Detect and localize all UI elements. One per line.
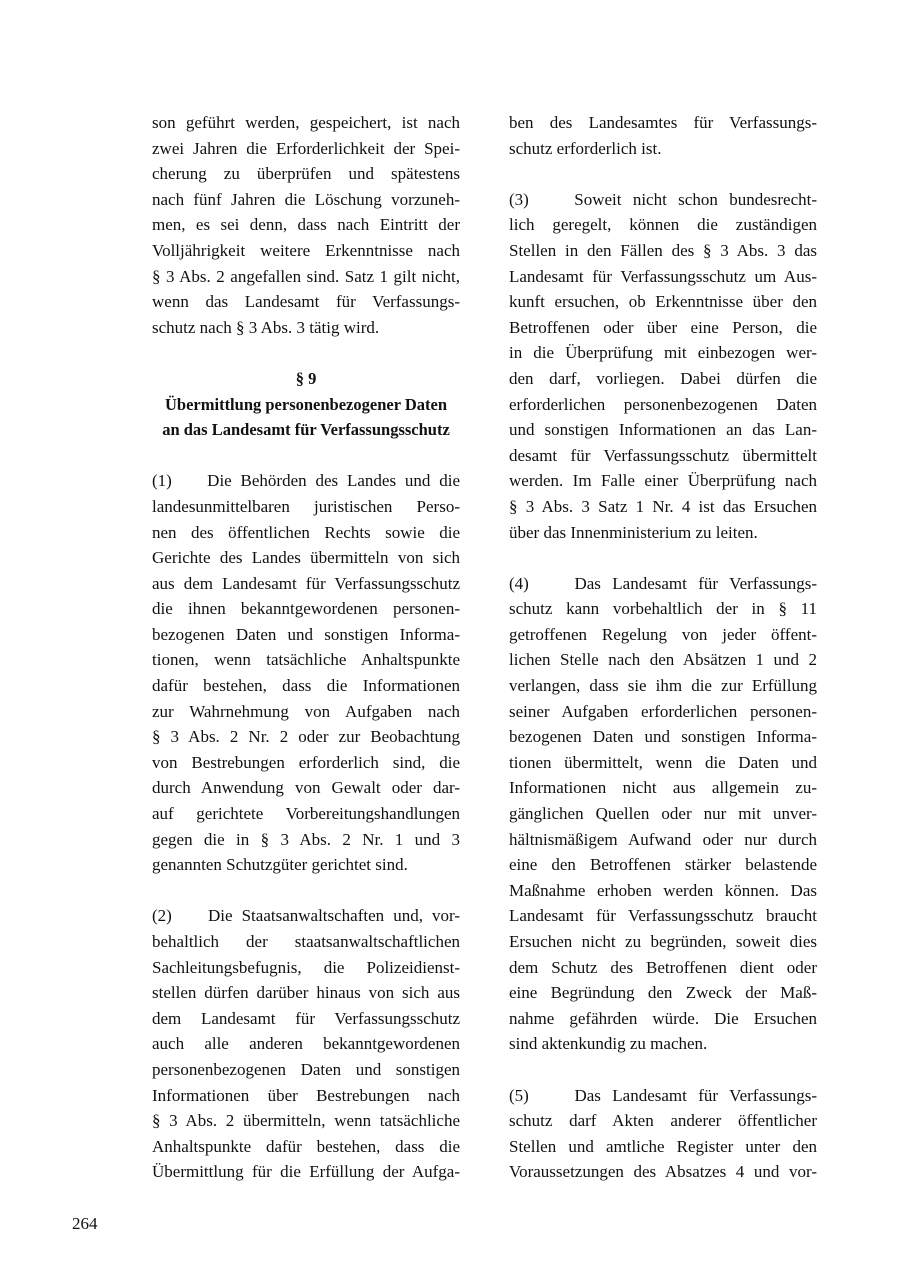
text-line: Ersuchen nicht zu begründen, soweit dies — [509, 932, 817, 951]
text-line: nahme gefährden würde. Die Ersuchen — [509, 1008, 817, 1028]
text-line: Maßnahme erhoben werden können. Das — [509, 880, 817, 900]
text-line: (1) Die Behörden des Landes und die — [152, 471, 460, 491]
text-line: eine Begründung den Zweck der Maß- — [509, 983, 817, 1003]
text-line: verlangen, dass sie ihm die zur Erfüllung — [509, 676, 817, 696]
text-line: Stellen und amtliche Register unter den — [509, 1136, 817, 1156]
section-title: Übermittlung personenbezogener Daten — [165, 394, 447, 414]
text-line: schutz erforderlich ist. — [509, 138, 662, 158]
text-line: cherung zu überprüfen und spätestens — [152, 164, 460, 184]
text-line: eine den Betroffenen stärker belastende — [509, 855, 817, 875]
text-line: von Bestrebungen erforderlich sind, die — [152, 752, 460, 772]
text-line: (4) Das Landesamt für Verfassungs- — [509, 573, 817, 593]
text-line: gegen die in § 3 Abs. 2 Nr. 1 und 3 — [152, 829, 460, 849]
text-line: getroffenen Regelung von jeder öffent- — [509, 624, 817, 644]
text-line: Gerichte des Landes übermitteln von sich — [152, 548, 460, 568]
text-line: § 3 Abs. 2 übermitteln, wenn tatsächliche — [152, 1111, 460, 1131]
text-line: dem Schutz des Betroffenen dient oder — [509, 957, 817, 977]
left-column — [152, 110, 460, 1185]
text-line: tionen übermittelt, wenn die Daten und — [509, 752, 817, 772]
continuation-paragraph — [152, 110, 460, 340]
text-line: Voraussetzungen des Absatzes 4 und vor- — [509, 1162, 817, 1182]
text-line: auf gerichtete Vorbereitungshandlungen — [152, 804, 460, 824]
text-line: son geführt werden, gespeichert, ist nach — [152, 113, 460, 132]
paragraph-5 — [509, 1083, 817, 1185]
text-line: Anhaltspunkte dafür bestehen, dass die — [152, 1136, 460, 1156]
text-line: men, es sei denn, dass nach Eintritt der — [152, 215, 460, 235]
text-line: den darf, vorliegen. Dabei dürfen die — [509, 368, 817, 388]
text-line: sind aktenkundig zu machen. — [509, 1034, 708, 1054]
text-line: Informationen über Bestrebungen nach — [152, 1085, 460, 1105]
text-line: schutz darf Akten anderer öffentlicher — [509, 1111, 817, 1131]
text-line: Betroffenen oder über eine Person, die — [509, 317, 817, 337]
text-line: aus dem Landesamt für Verfassungsschutz — [152, 573, 460, 593]
text-line: schutz nach § 3 Abs. 3 tätig wird. — [152, 317, 380, 337]
text-line: die ihnen bekanntgewordenen personen- — [152, 599, 460, 619]
text-line: dem Landesamt für Verfassungsschutz — [152, 1008, 460, 1028]
paragraph-1 — [152, 468, 460, 878]
text-line: § 3 Abs. 2 Nr. 2 oder zur Beobachtung — [152, 727, 460, 747]
text-line: lichen Stelle nach den Absätzen 1 und 2 — [509, 650, 817, 670]
text-line: tionen, wenn tatsächliche Anhaltspunkte — [152, 650, 460, 670]
text-line: hältnismäßigem Aufwand oder nur durch — [509, 829, 817, 849]
text-line: durch Anwendung von Gewalt oder dar- — [152, 778, 460, 798]
text-line: (2) Die Staatsanwaltschaften und, vor- — [152, 906, 460, 926]
text-line: werden. Im Falle einer Überprüfung nach — [509, 471, 817, 491]
text-line: lich geregelt, können die zuständigen — [509, 215, 817, 235]
text-line: wenn das Landesamt für Verfassungs- — [152, 292, 460, 312]
text-line: (3) Soweit nicht schon bundesrecht- — [509, 189, 817, 209]
text-line: Informationen nicht aus allgemein zu- — [509, 778, 817, 798]
text-line: Sachleitungsbefugnis, die Polizeidienst- — [152, 957, 460, 977]
text-line: bezogenen Daten und sonstigen Informa- — [152, 624, 460, 644]
text-line: kunft ersuchen, ob Erkenntnisse über den — [509, 292, 817, 312]
text-line: gänglichen Quellen oder nur mit unver- — [509, 804, 817, 824]
continuation-paragraph — [509, 110, 817, 161]
text-line: (5) Das Landesamt für Verfassungs- — [509, 1085, 817, 1105]
text-line: in die Überprüfung mit einbezogen wer- — [509, 343, 817, 363]
text-line: Stellen in den Fällen des § 3 Abs. 3 das — [509, 240, 817, 260]
section-number: § 9 — [295, 368, 317, 388]
text-line: nen des öffentlichen Rechts sowie die — [152, 522, 460, 542]
text-line: Übermittlung für die Erfüllung der Aufga- — [152, 1162, 460, 1182]
paragraph-4 — [509, 571, 817, 1057]
text-line: desamt für Verfassungsschutz übermittelt — [509, 445, 817, 465]
text-line: und sonstigen Informationen an das Lan- — [509, 420, 817, 440]
text-line: § 3 Abs. 2 angefallen sind. Satz 1 gilt nicht, — [152, 266, 460, 286]
section-heading — [152, 366, 460, 443]
text-line: genannten Schutzgüter gerichtet sind. — [152, 855, 408, 875]
text-line: bezogenen Daten und sonstigen Informa- — [509, 727, 817, 747]
text-line: personenbezogenen Daten und sonstigen — [152, 1059, 460, 1079]
text-line: Volljährigkeit weitere Erkenntnisse nach — [152, 240, 460, 260]
text-line: Landesamt für Verfassungsschutz braucht — [509, 906, 817, 926]
text-line: ben des Landesamtes für Verfassungs- — [509, 113, 817, 132]
right-column — [509, 110, 817, 1185]
text-line: nach fünf Jahren die Löschung vorzuneh- — [152, 189, 460, 209]
text-line: stellen dürfen darüber hinaus von sich aus — [152, 983, 460, 1003]
text-line: landesunmittelbaren juristischen Perso- — [152, 496, 460, 516]
text-line: dafür bestehen, dass die Informationen — [152, 676, 460, 696]
text-line: erforderlichen personenbezogenen Daten — [509, 394, 817, 414]
text-line: § 3 Abs. 3 Satz 1 Nr. 4 ist das Ersuchen — [509, 496, 817, 516]
page-number: 264 — [72, 1214, 98, 1233]
section-title: an das Landesamt für Verfassungsschutz — [162, 420, 450, 440]
text-line: auch alle anderen bekanntgewordenen — [152, 1034, 460, 1054]
text-line: zwei Jahren die Erforderlichkeit der Spei- — [152, 138, 460, 158]
text-line: schutz kann vorbehaltlich der in § 11 — [509, 599, 817, 619]
text-line: über das Innenministerium zu leiten. — [509, 522, 758, 542]
text-line: behaltlich der staatsanwaltschaftlichen — [152, 932, 460, 951]
text-line: seiner Aufgaben erforderlichen personen- — [509, 701, 817, 721]
paragraph-3 — [509, 187, 817, 545]
text-line: Landesamt für Verfassungsschutz um Aus- — [509, 266, 817, 286]
paragraph-2 — [152, 903, 460, 1185]
text-line: zur Wahrnehmung von Aufgaben nach — [152, 701, 460, 721]
